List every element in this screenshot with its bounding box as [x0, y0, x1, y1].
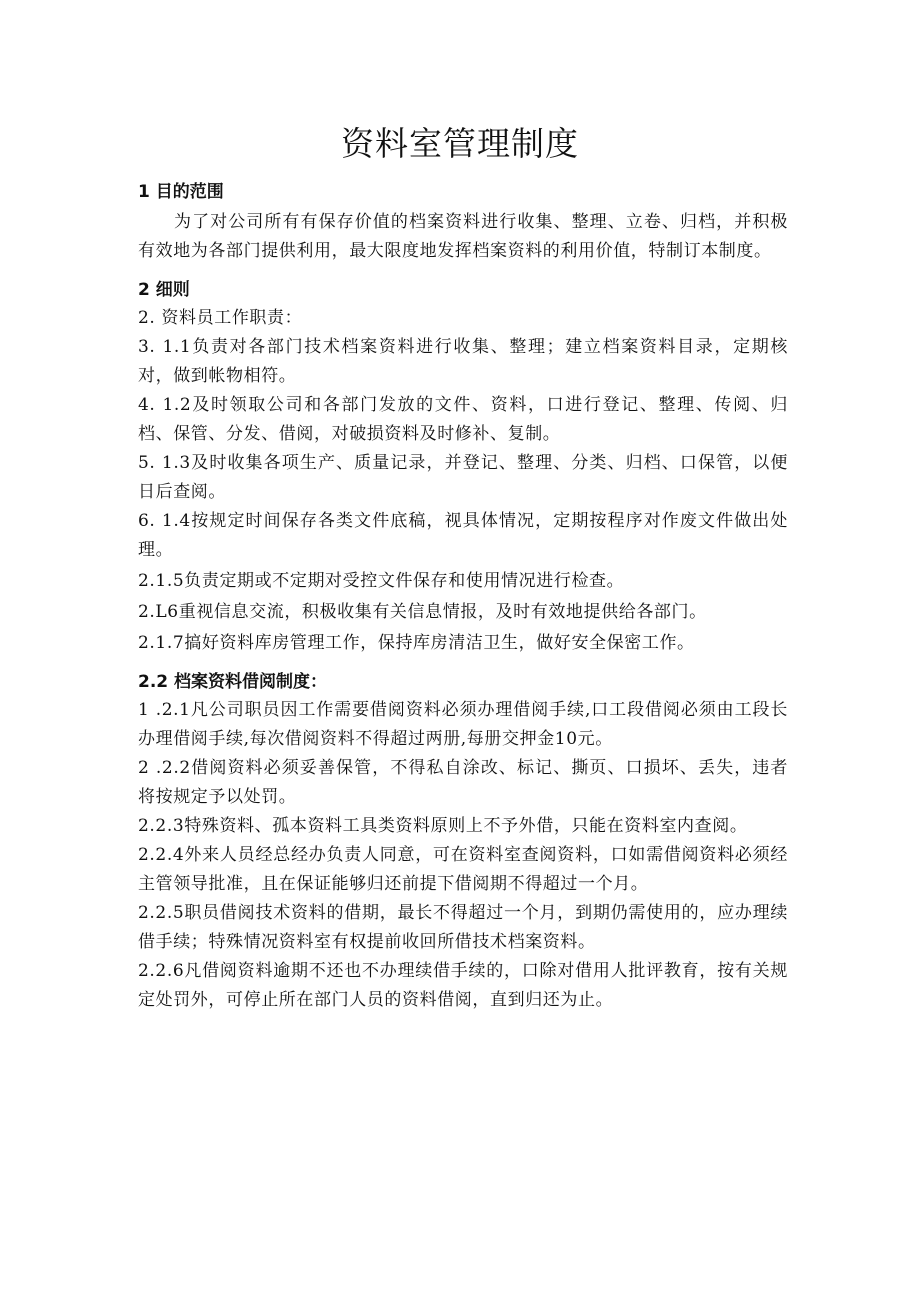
paragraph: 2.2.6凡借阅资料逾期不还也不办理续借手续的，口除对借用人批评教育，按有关规定处罚外，可停止所在部门人员的资料借阅，直到归还为止。 [138, 961, 788, 1010]
section-details [138, 276, 788, 658]
paragraph: 5. 1.3及时收集各项生产、质量记录，并登记、整理、分类、归档、口保管，以便日后查阅。 [138, 453, 788, 502]
section-purpose-scope [138, 178, 788, 266]
paragraph: 2. 资料员工作职责： [138, 308, 303, 328]
section-heading: 2.2 档案资料借阅制度： [138, 672, 328, 692]
paragraph: 2.2.5职员借阅技术资料的借期，最长不得超过一个月，到期仍需使用的，应办理续借手续；特殊情况资料室有权提前收回所借技术档案资料。 [138, 903, 788, 952]
section-borrowing-rules [138, 668, 788, 1015]
paragraph: 2 .2.2借阅资料必须妥善保管，不得私自涂改、标记、撕页、口损坏、丢失，违者将按规定予以处罚。 [138, 758, 788, 807]
paragraph: 为了对公司所有有保存价值的档案资料进行收集、整理、立卷、归档，并积极有效地为各部门提供利用，最大限度地发挥档案资料的利用价值，特制订本制度。 [138, 212, 788, 261]
paragraph: 2.2.3特殊资料、孤本资料工具类资料原则上不予外借，只能在资料室内查阅。 [138, 816, 748, 836]
document-title: 资料室管理制度 [341, 124, 579, 163]
document-body [138, 178, 788, 1015]
paragraph: 1 .2.1凡公司职员因工作需要借阅资料必须办理借阅手续,口工段借阅必须由工段长办理借阅手续,每次借阅资料不得超过两册,每册交押金10元。 [138, 700, 788, 749]
section-heading: 2 细则 [138, 280, 190, 300]
paragraph: 6. 1.4按规定时间保存各类文件底稿，视具体情况，定期按程序对作废文件做出处理。 [138, 511, 788, 560]
paragraph: 2.2.4外来人员经总经办负责人同意，可在资料室查阅资料，口如需借阅资料必须经主管领导批准，且在保证能够归还前提下借阅期不得超过一个月。 [138, 845, 788, 894]
paragraph: 3. 1.1负责对各部门技术档案资料进行收集、整理；建立档案资料目录，定期核对，做到帐物相符。 [138, 337, 788, 386]
paragraph: 2.1.7搞好资料库房管理工作，保持库房清洁卫生，做好安全保密工作。 [138, 633, 695, 653]
paragraph: 2.L6重视信息交流，积极收集有关信息情报，及时有效地提供给各部门。 [138, 602, 707, 622]
section-heading: 1 目的范围 [138, 182, 224, 202]
paragraph: 4. 1.2及时领取公司和各部门发放的文件、资料，口进行登记、整理、传阅、归档、保管、分发、借阅，对破损资料及时修补、复制。 [138, 395, 788, 444]
paragraph: 2.1.5负责定期或不定期对受控文件保存和使用情况进行检查。 [138, 571, 625, 591]
